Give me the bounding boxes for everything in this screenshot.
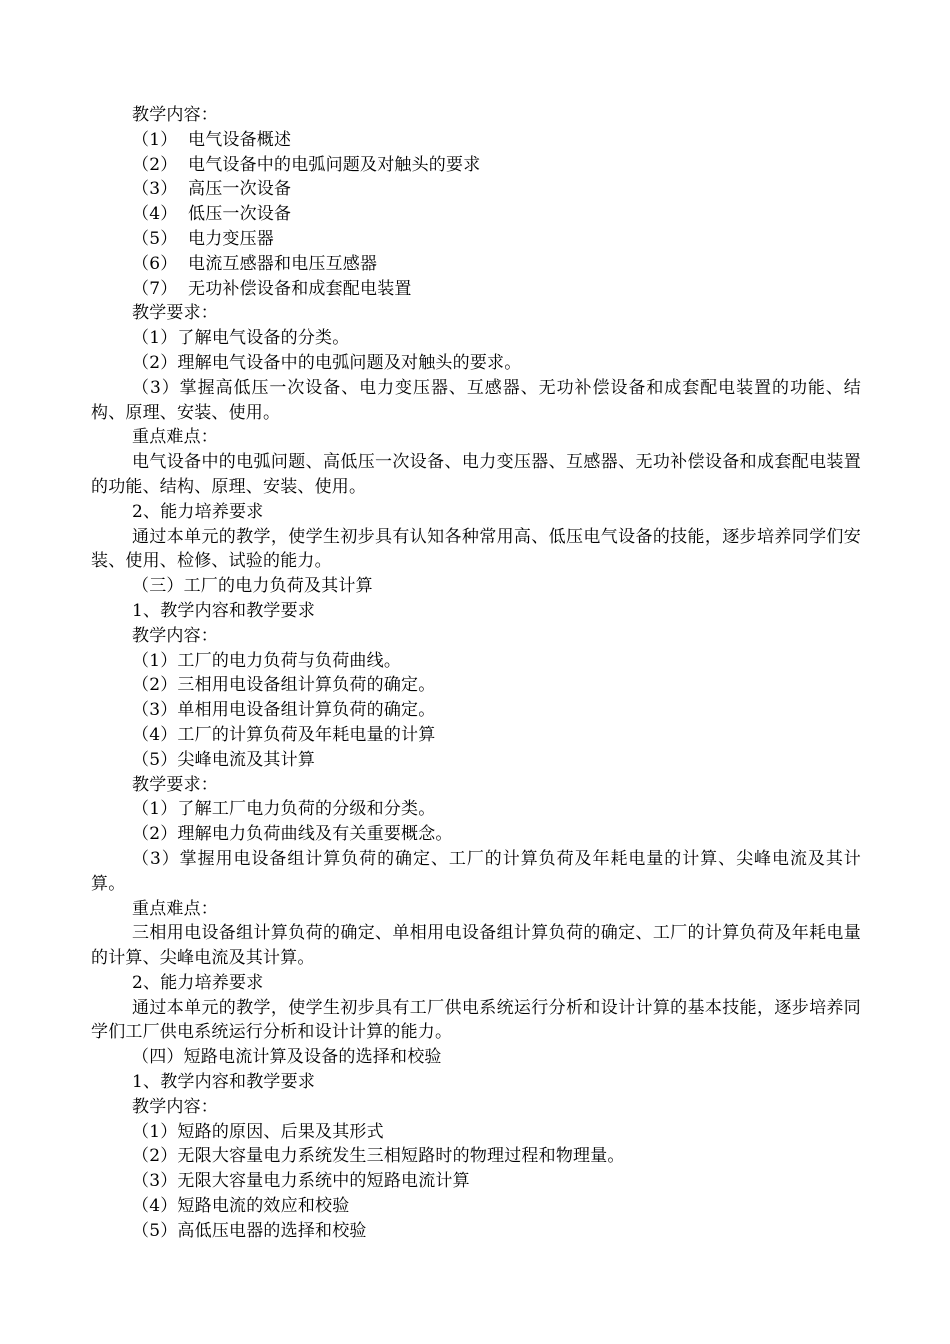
- requirement-item: （3）掌握高低压一次设备、电力变压器、互感器、无功补偿设备和成套配电装置的功能、结构、原理、安装、使用。: [91, 377, 861, 423]
- list-item: （2）三相用电设备组计算负荷的确定。: [132, 675, 436, 696]
- key-difficulties-text: 三相用电设备组计算负荷的确定、单相用电设备组计算负荷的确定、工厂的计算负荷及年耗电量的计算、尖峰电流及其计算。: [91, 923, 861, 969]
- requirement-item: （2）理解电力负荷曲线及有关重要概念。: [132, 824, 453, 845]
- key-difficulties-text: 电气设备中的电弧问题、高低压一次设备、电力变压器、互感器、无功补偿设备和成套配电装置的功能、结构、原理、安装、使用。: [91, 452, 861, 497]
- subsection-heading: 1、教学内容和教学要求: [132, 600, 316, 621]
- list-item: （5） 电力变压器: [132, 228, 274, 249]
- list-item: （1）工厂的电力负荷与负荷曲线。: [132, 650, 402, 671]
- list-item: （3）单相用电设备组计算负荷的确定。: [132, 700, 436, 721]
- section-title: （三）工厂的电力负荷及其计算: [132, 576, 373, 597]
- list-item: （7） 无功补偿设备和成套配电装置: [132, 278, 412, 299]
- key-difficulties-heading: 重点难点：: [132, 427, 218, 448]
- list-item: （6） 电流互感器和电压互感器: [132, 253, 378, 274]
- list-item: （4）短路电流的效应和校验: [132, 1196, 350, 1217]
- requirement-item: （1）了解工厂电力负荷的分级和分类。: [132, 799, 436, 820]
- key-difficulties-heading: 重点难点：: [132, 898, 218, 919]
- teaching-content-heading: 教学内容：: [132, 1096, 218, 1117]
- list-item: （4）工厂的计算负荷及年耗电量的计算: [132, 724, 436, 745]
- subsection-heading: 1、教学内容和教学要求: [132, 1072, 316, 1093]
- requirement-item: （2）理解电气设备中的电弧问题及对触头的要求。: [132, 352, 522, 373]
- list-item: （3） 高压一次设备: [132, 179, 292, 200]
- list-item: （1）短路的原因、后果及其形式: [132, 1121, 384, 1142]
- list-item: （5）尖峰电流及其计算: [132, 749, 316, 770]
- section-title: （四）短路电流计算及设备的选择和校验: [132, 1047, 442, 1068]
- list-item: （3）无限大容量电力系统中的短路电流计算: [132, 1171, 470, 1192]
- teaching-requirements-heading: 教学要求：: [132, 774, 218, 795]
- requirement-item: （3）掌握用电设备组计算负荷的确定、工厂的计算负荷及年耗电量的计算、尖峰电流及其计算。: [91, 848, 861, 894]
- requirement-item: （1）了解电气设备的分类。: [132, 328, 350, 349]
- ability-heading: 2、能力培养要求: [132, 972, 264, 993]
- teaching-content-heading: 教学内容：: [132, 105, 218, 125]
- document-body: [91, 103, 861, 1244]
- teaching-content-heading: 教学内容：: [132, 625, 218, 646]
- list-item: （5）高低压电器的选择和校验: [132, 1220, 367, 1241]
- list-item: （4） 低压一次设备: [132, 204, 292, 225]
- ability-heading: 2、能力培养要求: [132, 501, 264, 522]
- list-item: （2） 电气设备中的电弧问题及对触头的要求: [132, 154, 481, 175]
- teaching-requirements-heading: 教学要求：: [132, 303, 218, 324]
- ability-text: 通过本单元的教学，使学生初步具有认知各种常用高、低压电气设备的技能，逐步培养同学们安装、使用、检修、试验的能力。: [91, 526, 861, 572]
- ability-text: 通过本单元的教学，使学生初步具有工厂供电系统运行分析和设计计算的基本技能，逐步培养同学们工厂供电系统运行分析和设计计算的能力。: [91, 997, 861, 1043]
- list-item: （2）无限大容量电力系统发生三相短路时的物理过程和物理量。: [132, 1146, 625, 1167]
- list-item: （1） 电气设备概述: [132, 129, 292, 150]
